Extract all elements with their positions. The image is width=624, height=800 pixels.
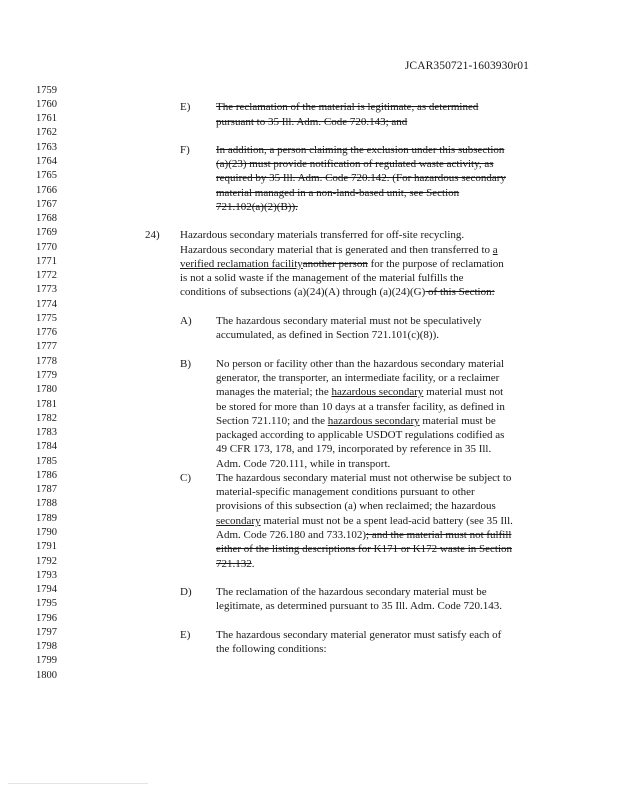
line-number: 1781 xyxy=(36,399,57,410)
text-line: legitimate, as determined pursuant to 35 Ill. Adm. Code 720.143. xyxy=(216,600,502,612)
line-number: 1778 xyxy=(36,356,57,367)
line-number: 1768 xyxy=(36,213,57,224)
text-line: (a)(23) must provide notification of regulated waste activity, as xyxy=(216,158,494,170)
line-number: 1771 xyxy=(36,256,57,267)
line-number: 1800 xyxy=(36,670,57,681)
item-label: C) xyxy=(180,472,191,484)
text-line: The hazardous secondary material must not otherwise be subject to xyxy=(216,472,512,484)
text-line xyxy=(216,529,511,542)
line-number: 1762 xyxy=(36,127,57,138)
line-number: 1789 xyxy=(36,513,57,524)
line-number: 1763 xyxy=(36,142,57,153)
deleted-text: of this Section: xyxy=(425,286,495,298)
text-run: manages the material; the xyxy=(216,386,332,398)
line-number: 1773 xyxy=(36,284,57,295)
item-label: 24) xyxy=(145,229,160,241)
line-number: 1777 xyxy=(36,341,57,352)
text-line xyxy=(216,415,496,428)
text-line xyxy=(180,258,504,271)
line-number: 1766 xyxy=(36,185,57,196)
text-line xyxy=(216,558,255,571)
line-number: 1765 xyxy=(36,170,57,181)
line-number: 1798 xyxy=(36,641,57,652)
line-number: 1785 xyxy=(36,456,57,467)
text-line xyxy=(180,286,495,299)
inserted-text: a xyxy=(492,244,498,256)
line-number: 1761 xyxy=(36,113,57,124)
line-number: 1769 xyxy=(36,227,57,238)
line-number: 1788 xyxy=(36,498,57,509)
line-number: 1793 xyxy=(36,570,57,581)
text-line: material managed in a non-land-based unit, see Section xyxy=(216,187,460,199)
text-run: material must be xyxy=(419,415,496,427)
text-line: Adm. Code 720.111, while in transport. xyxy=(216,458,391,470)
line-number: 1794 xyxy=(36,584,57,595)
text-line: 721.102(a)(2)(B)). xyxy=(216,201,298,213)
paragraph-title: Hazardous secondary materials transferred for off-site recycling. xyxy=(180,229,465,241)
deleted-text: ; and the material must not fulfill xyxy=(366,529,512,541)
text-line: 49 CFR 173, 178, and 179, incorporated by reference in 35 Ill. xyxy=(216,443,492,455)
text-line: provisions of this subsection (a) when reclaimed; the hazardous xyxy=(216,500,496,512)
line-number: 1799 xyxy=(36,655,57,666)
line-number: 1782 xyxy=(36,413,57,424)
line-number: 1797 xyxy=(36,627,57,638)
text-line: No person or facility other than the hazardous secondary material xyxy=(216,358,505,370)
footer-divider xyxy=(8,783,148,784)
text-run: conditions of subsections (a)(24)(A) through (a)(24)(G) xyxy=(180,286,426,298)
item-label: F) xyxy=(180,144,190,156)
line-number: 1796 xyxy=(36,613,57,624)
line-number: 1795 xyxy=(36,598,57,609)
item-label: B) xyxy=(180,358,191,370)
line-number: 1772 xyxy=(36,270,57,281)
text-line: The hazardous secondary material must not be speculatively xyxy=(216,315,482,327)
line-number: 1780 xyxy=(36,384,57,395)
line-number: 1776 xyxy=(36,327,57,338)
line-number: 1791 xyxy=(36,541,57,552)
line-number: 1767 xyxy=(36,199,57,210)
document-id: JCAR350721-1603930r01 xyxy=(404,60,529,72)
line-number: 1790 xyxy=(36,527,57,538)
text-line xyxy=(216,386,503,399)
inserted-text: hazardous secondary xyxy=(327,415,420,427)
line-number: 1784 xyxy=(36,441,57,452)
line-number: 1787 xyxy=(36,484,57,495)
text-line: accumulated, as defined in Section 721.101(c)(8)). xyxy=(216,329,439,341)
text-run: Hazardous secondary material that is generated and then transferred to xyxy=(180,244,491,256)
text-line xyxy=(180,244,498,257)
line-number: 1774 xyxy=(36,299,57,310)
text-line: generator, the transporter, an intermediate facility, or a reclaimer xyxy=(216,372,500,384)
line-number: 1760 xyxy=(36,99,57,110)
text-run: material must not be a spent lead-acid battery (see 35 Ill. xyxy=(260,515,513,527)
line-number: 1759 xyxy=(36,85,57,96)
line-number: 1786 xyxy=(36,470,57,481)
text-line: The reclamation of the hazardous secondary material must be xyxy=(216,586,487,598)
text-run: Adm. Code 726.180 and 733.102) xyxy=(216,529,367,541)
text-line xyxy=(216,515,513,528)
text-run: Section 721.110; and the xyxy=(216,415,328,427)
line-number: 1779 xyxy=(36,370,57,381)
text-line xyxy=(216,543,512,556)
text-line: The hazardous secondary material generator must satisfy each of xyxy=(216,629,502,641)
line-number: 1775 xyxy=(36,313,57,324)
text-line: required by 35 Ill. Adm. Code 720.142. (For hazardous secondary xyxy=(216,172,506,184)
text-line: is not a solid waste if the management of the material fulfills the xyxy=(180,272,464,284)
line-number: 1792 xyxy=(36,556,57,567)
line-number: 1783 xyxy=(36,427,57,438)
text-line: packaged according to applicable USDOT regulations codified as xyxy=(216,429,505,441)
item-label: D) xyxy=(180,586,192,598)
deleted-text: 721.132 xyxy=(216,558,252,570)
item-label: A) xyxy=(180,315,192,327)
text-line: pursuant to 35 Ill. Adm. Code 720.143; and xyxy=(216,116,408,128)
text-line: the following conditions: xyxy=(216,643,327,655)
text-line: material-specific management conditions pursuant to other xyxy=(216,486,475,498)
item-label: E) xyxy=(180,629,191,641)
text-run: . xyxy=(251,558,255,570)
deleted-text: another person xyxy=(302,258,368,270)
item-label: E) xyxy=(180,101,191,113)
text-line: be stored for more than 10 days at a transfer facility, as defined in xyxy=(216,401,505,413)
inserted-text: hazardous secondary xyxy=(331,386,424,398)
text-run: for the purpose of reclamation xyxy=(367,258,504,270)
text-run: material must not xyxy=(423,386,504,398)
text-line: The reclamation of the material is legitimate, as determined xyxy=(216,101,479,113)
text-line: In addition, a person claiming the exclusion under this subsection xyxy=(216,144,505,156)
inserted-text: verified reclamation facility xyxy=(180,258,303,270)
inserted-text: secondary xyxy=(216,515,261,527)
deleted-text: either of the listing descriptions for K171 or K172 waste in Section xyxy=(216,543,513,555)
line-number: 1770 xyxy=(36,242,57,253)
line-number: 1764 xyxy=(36,156,57,167)
